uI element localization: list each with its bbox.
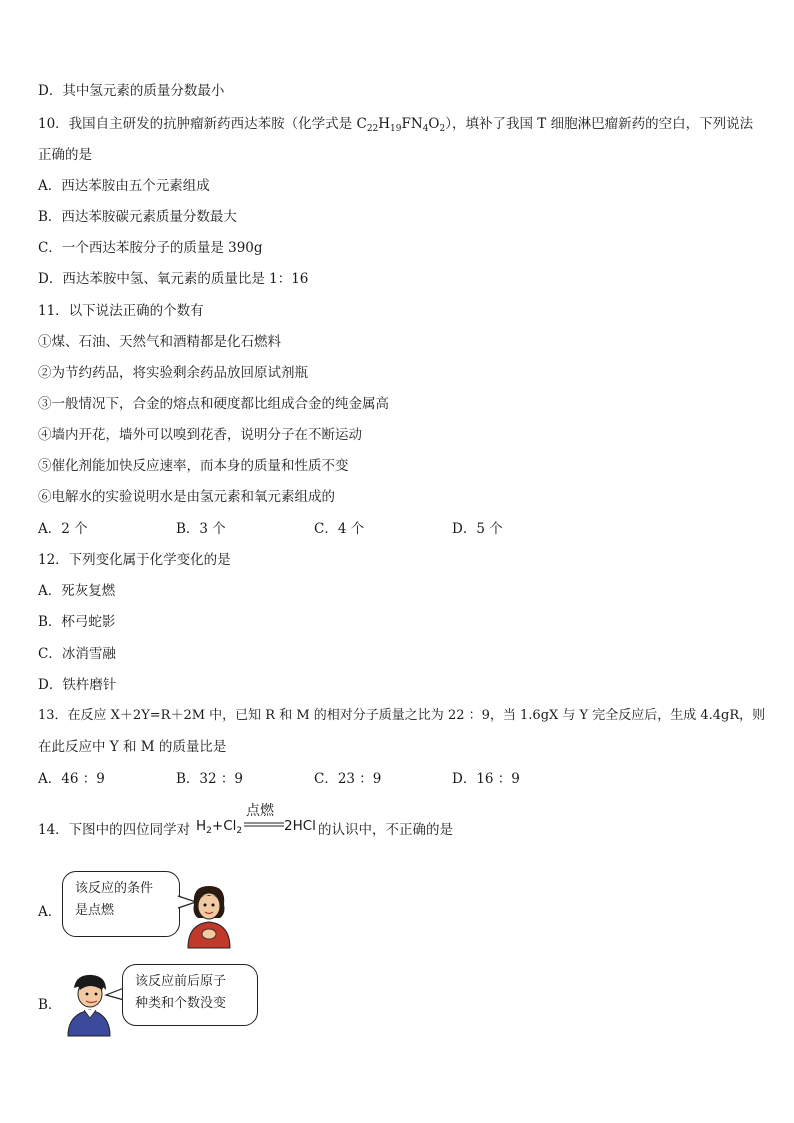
q14-figure-b-line2: 种类和个数没变 [135, 996, 227, 1011]
q10-option-d: D．西达苯胺中氢、氧元素的质量比是 1：16 [38, 271, 309, 287]
q14-figure-a-line1: 该反应的条件 [75, 881, 154, 896]
q14-figure-a-label: A． [38, 904, 62, 920]
q14-figure-b-label: B． [38, 997, 62, 1013]
q12-option-d: D．铁杵磨针 [38, 677, 117, 693]
q11-stem: 11．以下说法正确的个数有 [38, 303, 204, 319]
q14-equals-sign [244, 822, 284, 830]
q13-option-c: C．23 ：9 [314, 771, 382, 787]
q14-figure-a-line2: 是点燃 [75, 903, 115, 918]
q14-product: 2HCl [284, 818, 316, 834]
q9-option-d: D．其中氢元素的质量分数最小 [38, 83, 225, 99]
q11-option-d: D．5 个 [452, 521, 503, 537]
q12-option-b: B．杯弓蛇影 [38, 614, 116, 630]
q14-h: H [196, 818, 207, 834]
q11-statement-5: ⑤催化剂能加快反应速率，而本身的质量和性质不变 [38, 458, 349, 474]
q10-formula-fn: FN [401, 116, 423, 132]
q14-h-sub: 2 [206, 826, 212, 836]
q14-figure-a-bubble [62, 871, 180, 937]
q10-formula-o: O [428, 116, 440, 132]
q10-stem [38, 115, 753, 133]
q11-option-b: B．3 个 [176, 521, 226, 537]
student-girl-icon [184, 884, 234, 948]
q10-formula-n-sub: 4 [422, 124, 429, 134]
q10-option-a: A．西达苯胺由五个元素组成 [38, 178, 210, 194]
q12-option-c: C．冰消雪融 [38, 646, 116, 662]
q11-option-a: A．2 个 [38, 521, 88, 537]
q14-figure-b-line1: 该反应前后原子 [135, 974, 227, 989]
q12-option-a: A．死灰复燃 [38, 583, 116, 599]
q13-option-d: D．16 ：9 [452, 771, 520, 787]
q14-plus-cl: +Cl [211, 818, 237, 834]
q13-option-a: A．46 ：9 [38, 771, 105, 787]
q10-stem-suffix: ），填补了我国 T 细胞淋巴瘤新药的空白，下列说法 [445, 116, 754, 132]
q13-stem-line1: 13．在反应 X＋2Y=R＋2M 中，已知 R 和 M 的相对分子质量之比为 22 ：9，当 1.6gX 与 Y 完全反应后，生成 4.4gR，则 [38, 708, 766, 723]
q14-equation-reactants [196, 818, 242, 834]
q13-option-b: B．32 ：9 [176, 771, 243, 787]
q10-formula-o-sub: 2 [439, 124, 446, 134]
q10-formula-c-sub: 22 [366, 124, 379, 134]
q14-stem-suffix: 的认识中，不正确的是 [318, 822, 453, 838]
q11-option-c: C．4 个 [314, 521, 365, 537]
q11-statement-4: ④墙内开花，墙外可以嗅到花香，说明分子在不断运动 [38, 427, 362, 443]
q10-option-c: C．一个西达苯胺分子的质量是 390g [38, 240, 263, 256]
student-boy-icon [66, 972, 112, 1036]
q10-stem-prefix: 10．我国自主研发的抗肿瘤新药西达苯胺（化学式是 C [38, 116, 367, 132]
q14-stem-prefix: 14．下图中的四位同学对 [38, 822, 191, 838]
q11-statement-3: ③一般情况下，合金的熔点和硬度都比组成合金的纯金属高 [38, 396, 389, 412]
q14-condition: 点燃 [246, 803, 274, 819]
q12-stem: 12．下列变化属于化学变化的是 [38, 552, 231, 568]
q10-option-b: B．西达苯胺碳元素质量分数最大 [38, 209, 237, 225]
q10-stem-line2: 正确的是 [38, 147, 92, 163]
q13-stem-line2: 在此反应中 Y 和 M 的质量比是 [38, 739, 227, 755]
q11-statement-6: ⑥电解水的实验说明水是由氢元素和氧元素组成的 [38, 489, 335, 505]
q10-formula-h-sub: 19 [390, 124, 402, 134]
q11-statement-1: ①煤、石油、天然气和酒精都是化石燃料 [38, 334, 281, 350]
q14-figure-b-bubble [122, 964, 258, 1026]
q11-statement-2: ②为节约药品，将实验剩余药品放回原试剂瓶 [38, 365, 308, 381]
q10-formula-h: H [378, 116, 391, 132]
q14-cl-sub: 2 [236, 826, 243, 836]
